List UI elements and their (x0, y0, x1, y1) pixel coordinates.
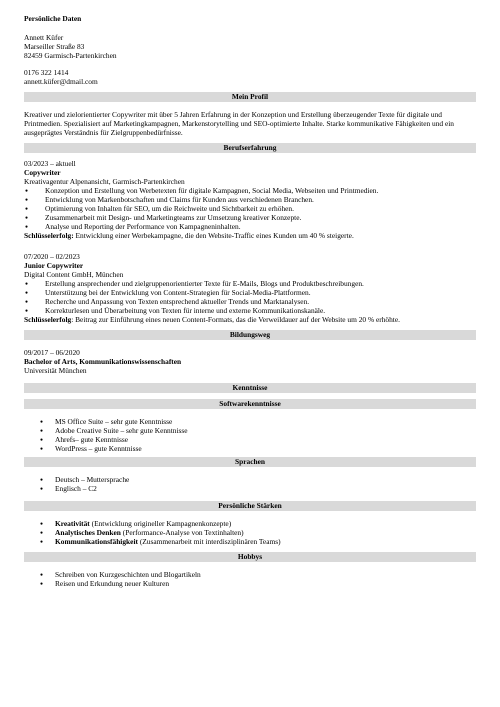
list-item: ● WordPress – gute Kenntnisse (39, 444, 476, 453)
list-item: ● Entwicklung von Markenbotschaften und Claims für Kunden aus verschiedenen Branchen. (24, 195, 476, 204)
list-item: ● Optimierung von Inhalten für SEO, um die Reichweite und Sichtbarkeit zu erhöhen. (24, 204, 476, 213)
strengths-list (24, 519, 476, 546)
personal-email: annett.küfer@dmail.com (24, 77, 98, 86)
hobbies-heading: Hobbys (24, 552, 476, 562)
list-item: ● Zusammenarbeit mit Design- und Marketingteams zur Umsetzung kreativer Konzepte. (24, 213, 476, 222)
key-success (24, 231, 476, 240)
software-list (24, 417, 476, 453)
personal-street: Marseiller Straße 83 (24, 42, 85, 51)
key-success-label: Schlüsselerfolg (24, 315, 72, 324)
personal-city: 82459 Garmisch-Partenkirchen (24, 51, 117, 60)
list-item: ● Analytisches Denken (Performance-Analyse von Textinhalten) (39, 528, 476, 537)
job-entry-2 (24, 252, 476, 324)
key-success-text: : Beitrag zur Einführung eines neuen Content-Formats, das die Verweildauer auf der Website um 20 % erhöhte. (71, 315, 400, 324)
list-item: ● Deutsch – Muttersprache (39, 475, 476, 484)
personal-heading: Persönliche Daten (24, 14, 82, 23)
job-period: 03/2023 – aktuell (24, 159, 76, 168)
key-success-label: Schlüsselerfolg: (24, 231, 74, 240)
key-success (24, 315, 476, 324)
list-item: ● Unterstützung bei der Entwicklung von Content-Strategien für Social-Media-Plattformen. (24, 288, 476, 297)
experience-heading: Berufserfahrung (24, 143, 476, 153)
skills-heading: Kenntnisse (24, 383, 476, 393)
job-title: Copywriter (24, 168, 61, 177)
list-item: ● Adobe Creative Suite – sehr gute Kenntnisse (39, 426, 476, 435)
list-item: ● Kommunikationsfähigkeit (Zusammenarbeit mit interdisziplinären Teams) (39, 537, 476, 546)
list-item: ● Schreiben von Kurzgeschichten und Blogartikeln (39, 570, 476, 579)
education-heading: Bildungsweg (24, 330, 476, 340)
job-period: 07/2020 – 02/2023 (24, 252, 80, 261)
list-item: ● Erstellung ansprechender und zielgruppenorientierter Texte für E-Mails, Blogs und Produktbeschreibungen. (24, 279, 476, 288)
job-entry-1 (24, 159, 476, 240)
software-heading: Softwarekenntnisse (24, 399, 476, 409)
key-success-text: Entwicklung einer Werbekampagne, die den Website-Traffic eines Kunden um 40 % steigerte. (73, 231, 354, 240)
list-item: ● Konzeption und Erstellung von Werbetexten für digitale Kampagnen, Social Media, Webseiten und Printmedien. (24, 186, 476, 195)
list-item: ● Englisch – C2 (39, 484, 476, 493)
job-title: Junior Copywriter (24, 261, 84, 270)
job-company: Kreativagentur Alpenansicht, Garmisch-Partenkirchen (24, 177, 185, 186)
job-bullets (24, 186, 476, 231)
education-degree: Bachelor of Arts, Kommunikationswissenschaften (24, 357, 182, 366)
list-item: ● Reisen und Erkundung neuer Kulturen (39, 579, 476, 588)
education-period: 09/2017 – 06/2020 (24, 348, 80, 357)
list-item: ● Recherche und Anpassung von Texten entsprechend aktueller Trends und Marktanalysen. (24, 297, 476, 306)
profile-heading: Mein Profil (24, 92, 476, 102)
personal-phone: 0176 322 1414 (24, 68, 69, 77)
list-item: ● Korrekturlesen und Überarbeitung von Texten für interne und externe Kommunikationskanäle. (24, 306, 476, 315)
languages-list (24, 475, 476, 493)
list-item: ● Ahrefs– gute Kenntnisse (39, 435, 476, 444)
job-bullets (24, 279, 476, 315)
languages-heading: Sprachen (24, 457, 476, 467)
hobbies-list (24, 570, 476, 588)
job-company: Digital Content GmbH, München (24, 270, 124, 279)
education-school: Universität München (24, 366, 87, 375)
list-item: ● Kreativität (Entwicklung origineller Kampagnenkonzepte) (39, 519, 476, 528)
personal-name: Annett Küfer (24, 33, 64, 42)
profile-text: Kreativer und zielorientierter Copywriter mit über 5 Jahren Erfahrung in der Konzeption und Erstellung überzeugender Texte für digitale und Printmedien. Spezialisiert auf Marketingkampagnen, Markenstorytelling und SEO-optimierte Inhalte. Starke kommunikative Fähigkeiten und ein ausgeprägtes Verständnis für Zielgruppenbedürfnisse. (24, 110, 454, 137)
strengths-heading: Persönliche Stärken (24, 501, 476, 511)
list-item: ● Analyse und Reporting der Performance von Kampagneninhalten. (24, 222, 476, 231)
list-item: ● MS Office Suite – sehr gute Kenntnisse (39, 417, 476, 426)
